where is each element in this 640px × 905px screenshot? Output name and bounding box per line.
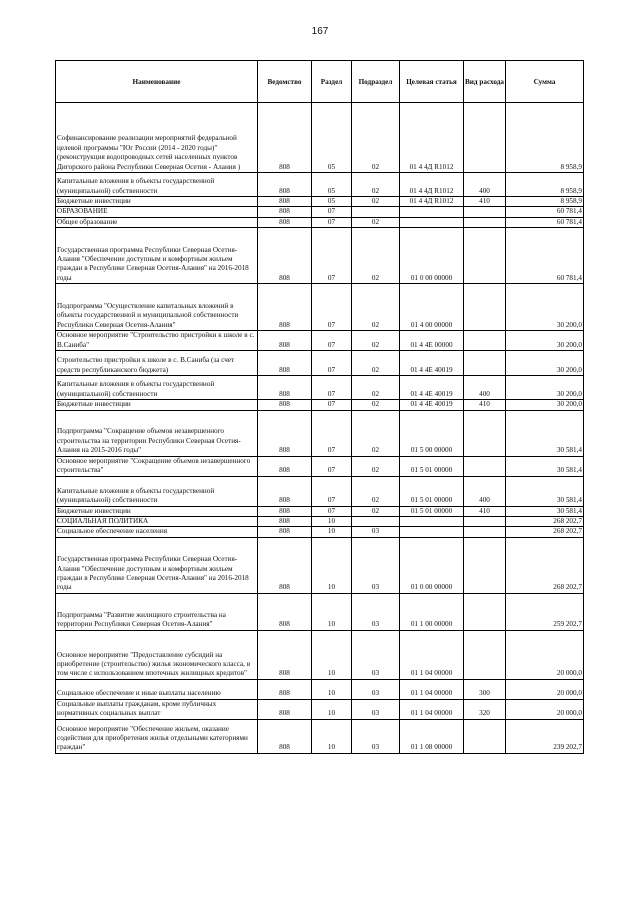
cell-statya: 01 5 01 00000 <box>400 476 464 506</box>
cell-razdel: 10 <box>312 679 352 699</box>
cell-ved: 808 <box>258 537 312 593</box>
cell-ved: 808 <box>258 351 312 376</box>
cell-statya: 01 4 4Е 40019 <box>400 400 464 410</box>
cell-razdel: 10 <box>312 630 352 679</box>
table-row <box>56 719 584 753</box>
cell-razdel: 10 <box>312 527 352 537</box>
cell-statya: 01 5 01 00000 <box>400 506 464 516</box>
cell-ved: 808 <box>258 476 312 506</box>
cell-summa: 239 202,7 <box>506 719 584 753</box>
cell-ved: 808 <box>258 410 312 456</box>
cell-summa: 30 581,4 <box>506 456 584 476</box>
cell-vid <box>464 331 506 351</box>
cell-podrazdel: 02 <box>352 331 400 351</box>
cell-podrazdel: 02 <box>352 197 400 207</box>
cell-summa: 8 958,9 <box>506 103 584 173</box>
cell-razdel: 05 <box>312 173 352 197</box>
table-row <box>56 197 584 207</box>
cell-podrazdel <box>352 517 400 527</box>
cell-summa: 30 581,4 <box>506 410 584 456</box>
cell-name: Софинансирование реализации мероприятий федеральной целевой программы "Юг России (2014 - 2020 годы)" (реконструкция водопроводных сетей населенных пунктов Дигорского района Республики Северная Осетия - Алания ) <box>56 103 258 173</box>
cell-statya: 01 1 04 00000 <box>400 630 464 679</box>
column-header-name: Наименование <box>56 61 258 103</box>
cell-statya: 01 1 04 00000 <box>400 679 464 699</box>
page-number: 167 <box>311 26 329 37</box>
table-row <box>56 103 584 173</box>
table-row <box>56 217 584 227</box>
cell-podrazdel: 02 <box>352 400 400 410</box>
cell-vid <box>464 719 506 753</box>
cell-statya: 01 4 4Д R1012 <box>400 173 464 197</box>
cell-vid: 400 <box>464 376 506 400</box>
cell-summa: 30 200,0 <box>506 331 584 351</box>
cell-statya: 01 1 04 00000 <box>400 699 464 719</box>
cell-vid <box>464 228 506 284</box>
table-row <box>56 410 584 456</box>
cell-vid <box>464 410 506 456</box>
table-row <box>56 699 584 719</box>
cell-summa: 268 202,7 <box>506 527 584 537</box>
table-row <box>56 331 584 351</box>
cell-summa: 20 000,0 <box>506 630 584 679</box>
cell-name: Социальное обеспечение и иные выплаты населению <box>56 679 258 699</box>
cell-name: Бюджетные инвестиции <box>56 197 258 207</box>
cell-podrazdel: 02 <box>352 173 400 197</box>
cell-vid <box>464 351 506 376</box>
cell-statya: 01 0 00 00000 <box>400 537 464 593</box>
cell-razdel: 07 <box>312 331 352 351</box>
cell-statya <box>400 527 464 537</box>
cell-summa: 30 200,0 <box>506 400 584 410</box>
cell-statya: 01 4 4Е 40019 <box>400 351 464 376</box>
cell-ved: 808 <box>258 699 312 719</box>
cell-podrazdel: 03 <box>352 630 400 679</box>
cell-vid <box>464 527 506 537</box>
cell-razdel: 10 <box>312 517 352 527</box>
cell-name: Подпрограмма "Развитие жилищного строительства на территории Республики Северная Осетия-Алания" <box>56 593 258 630</box>
cell-vid <box>464 630 506 679</box>
cell-summa: 259 202,7 <box>506 593 584 630</box>
cell-name: Основное мероприятие "Обеспечение жильем, оказание содействия для приобретения жилья отдельными категориями граждан" <box>56 719 258 753</box>
cell-name: Подпрограмма "Сокращение объемов незавершенного строительства на территории Республики Северная Осетия-Алания на 2015-2016 годы" <box>56 410 258 456</box>
cell-name: Социальные выплаты гражданам, кроме публичных нормативных социальных выплат <box>56 699 258 719</box>
cell-podrazdel: 03 <box>352 719 400 753</box>
cell-ved: 808 <box>258 400 312 410</box>
cell-statya: 01 4 00 00000 <box>400 284 464 331</box>
cell-razdel: 07 <box>312 207 352 217</box>
cell-summa: 60 781,4 <box>506 228 584 284</box>
cell-vid <box>464 537 506 593</box>
cell-name: ОБРАЗОВАНИЕ <box>56 207 258 217</box>
column-header-podrazdel: Подраздел <box>352 61 400 103</box>
table-row <box>56 228 584 284</box>
cell-razdel: 10 <box>312 699 352 719</box>
table-header-row <box>56 61 584 103</box>
cell-statya: 01 4 4Д R1012 <box>400 103 464 173</box>
cell-summa: 8 958,9 <box>506 173 584 197</box>
cell-vid <box>464 207 506 217</box>
table-row <box>56 679 584 699</box>
cell-summa: 30 200,0 <box>506 284 584 331</box>
cell-name: Основное мероприятие "Предоставление субсидий на приобретение (строительство) жилья экономического класса, в том числе с использованием ипотечных жилищных кредитов" <box>56 630 258 679</box>
cell-summa: 20 000,0 <box>506 679 584 699</box>
cell-razdel: 10 <box>312 719 352 753</box>
cell-podrazdel: 02 <box>352 376 400 400</box>
cell-razdel: 07 <box>312 217 352 227</box>
column-header-summa: Сумма <box>506 61 584 103</box>
column-header-razdel: Раздел <box>312 61 352 103</box>
cell-razdel: 07 <box>312 456 352 476</box>
cell-ved: 808 <box>258 593 312 630</box>
cell-razdel: 05 <box>312 197 352 207</box>
cell-statya <box>400 217 464 227</box>
cell-summa: 30 581,4 <box>506 476 584 506</box>
cell-vid: 300 <box>464 679 506 699</box>
cell-vid <box>464 456 506 476</box>
table-row <box>56 284 584 331</box>
column-header-vid: Вид расхода <box>464 61 506 103</box>
cell-podrazdel: 03 <box>352 679 400 699</box>
cell-podrazdel: 02 <box>352 228 400 284</box>
table-row <box>56 173 584 197</box>
cell-razdel: 07 <box>312 376 352 400</box>
cell-name: Капитальные вложения в объекты государственной (муниципальной) собственности <box>56 376 258 400</box>
cell-ved: 808 <box>258 103 312 173</box>
cell-ved: 808 <box>258 630 312 679</box>
table-row <box>56 527 584 537</box>
table-row <box>56 506 584 516</box>
cell-podrazdel: 02 <box>352 410 400 456</box>
cell-vid: 410 <box>464 197 506 207</box>
cell-podrazdel: 02 <box>352 456 400 476</box>
table-row <box>56 630 584 679</box>
cell-name: Бюджетные инвестиции <box>56 506 258 516</box>
cell-summa: 30 200,0 <box>506 376 584 400</box>
cell-vid <box>464 217 506 227</box>
table-row <box>56 376 584 400</box>
cell-name: Общее образование <box>56 217 258 227</box>
cell-razdel: 10 <box>312 593 352 630</box>
cell-vid <box>464 593 506 630</box>
table-row <box>56 400 584 410</box>
cell-summa: 60 781,4 <box>506 217 584 227</box>
cell-name: Капитальные вложения в объекты государственной (муниципальной) собственности <box>56 173 258 197</box>
cell-summa: 268 202,7 <box>506 517 584 527</box>
cell-statya: 01 4 4Е 40019 <box>400 376 464 400</box>
cell-summa: 268 202,7 <box>506 537 584 593</box>
cell-podrazdel: 02 <box>352 351 400 376</box>
cell-statya <box>400 207 464 217</box>
cell-statya: 01 1 08 00000 <box>400 719 464 753</box>
cell-podrazdel <box>352 207 400 217</box>
cell-ved: 808 <box>258 517 312 527</box>
cell-statya: 01 1 00 00000 <box>400 593 464 630</box>
cell-ved: 808 <box>258 331 312 351</box>
cell-podrazdel: 02 <box>352 506 400 516</box>
cell-ved: 808 <box>258 207 312 217</box>
table-row <box>56 351 584 376</box>
cell-name: Социальное обеспечение населения <box>56 527 258 537</box>
cell-vid: 410 <box>464 506 506 516</box>
table-row <box>56 537 584 593</box>
cell-podrazdel: 02 <box>352 284 400 331</box>
cell-podrazdel: 02 <box>352 217 400 227</box>
cell-statya <box>400 517 464 527</box>
cell-summa: 30 200,0 <box>506 351 584 376</box>
cell-razdel: 07 <box>312 284 352 331</box>
cell-ved: 808 <box>258 506 312 516</box>
cell-vid: 400 <box>464 476 506 506</box>
cell-ved: 808 <box>258 376 312 400</box>
cell-statya: 01 5 00 00000 <box>400 410 464 456</box>
cell-razdel: 07 <box>312 228 352 284</box>
cell-vid <box>464 517 506 527</box>
column-header-ved: Ведомство <box>258 61 312 103</box>
cell-ved: 808 <box>258 197 312 207</box>
cell-ved: 808 <box>258 527 312 537</box>
cell-ved: 808 <box>258 456 312 476</box>
cell-summa: 30 581,4 <box>506 506 584 516</box>
cell-razdel: 07 <box>312 351 352 376</box>
cell-podrazdel: 02 <box>352 103 400 173</box>
cell-statya: 01 5 01 00000 <box>400 456 464 476</box>
cell-name: Бюджетные инвестиции <box>56 400 258 410</box>
cell-ved: 808 <box>258 679 312 699</box>
cell-name: Основное мероприятие "Сокращение объемов незавершенного строительства" <box>56 456 258 476</box>
cell-ved: 808 <box>258 173 312 197</box>
cell-name: Подпрограмма "Осуществление капитальных вложений в объекты государственной и муниципальной собственности Республики Северная Осетия-Алания" <box>56 284 258 331</box>
cell-name: Государственная программа Республики Северная Осетия-Алания "Обеспечение доступным и комфортным жильем граждан в Республике Северная Осетия-Алания" на 2016-2018 годы <box>56 228 258 284</box>
table-row <box>56 456 584 476</box>
table-body <box>56 103 584 754</box>
cell-name: Строительство пристройки к школе в с. В.Саниба (за счет средств республиканского бюджета) <box>56 351 258 376</box>
cell-razdel: 07 <box>312 410 352 456</box>
table-row <box>56 593 584 630</box>
cell-summa: 20 000,0 <box>506 699 584 719</box>
cell-vid: 400 <box>464 173 506 197</box>
cell-podrazdel: 03 <box>352 593 400 630</box>
column-header-statya: Целевая статья <box>400 61 464 103</box>
cell-razdel: 07 <box>312 506 352 516</box>
cell-razdel: 07 <box>312 400 352 410</box>
cell-vid <box>464 103 506 173</box>
table-row <box>56 476 584 506</box>
cell-name: Государственная программа Республики Северная Осетия-Алания "Обеспечение доступным и комфортным жильем граждан в Республике Северная Осетия-Алания" на 2016-2018 годы <box>56 537 258 593</box>
budget-table <box>55 60 584 754</box>
cell-podrazdel: 03 <box>352 527 400 537</box>
cell-razdel: 05 <box>312 103 352 173</box>
cell-statya: 01 4 4Д R1012 <box>400 197 464 207</box>
cell-vid: 410 <box>464 400 506 410</box>
cell-name: Капитальные вложения в объекты государственной (муниципальной) собственности <box>56 476 258 506</box>
cell-ved: 808 <box>258 217 312 227</box>
cell-razdel: 07 <box>312 476 352 506</box>
cell-statya: 01 4 4Е 00000 <box>400 331 464 351</box>
cell-podrazdel: 03 <box>352 699 400 719</box>
cell-name: СОЦИАЛЬНАЯ ПОЛИТИКА <box>56 517 258 527</box>
cell-summa: 60 781,4 <box>506 207 584 217</box>
table-row <box>56 517 584 527</box>
cell-ved: 808 <box>258 284 312 331</box>
cell-podrazdel: 02 <box>352 476 400 506</box>
cell-podrazdel: 03 <box>352 537 400 593</box>
cell-vid: 320 <box>464 699 506 719</box>
table-row <box>56 207 584 217</box>
cell-vid <box>464 284 506 331</box>
cell-statya: 01 0 00 00000 <box>400 228 464 284</box>
cell-razdel: 10 <box>312 537 352 593</box>
cell-summa: 8 958,9 <box>506 197 584 207</box>
cell-name: Основное мероприятие "Строительство пристройки к школе в с. В.Саниба" <box>56 331 258 351</box>
cell-ved: 808 <box>258 228 312 284</box>
cell-ved: 808 <box>258 719 312 753</box>
